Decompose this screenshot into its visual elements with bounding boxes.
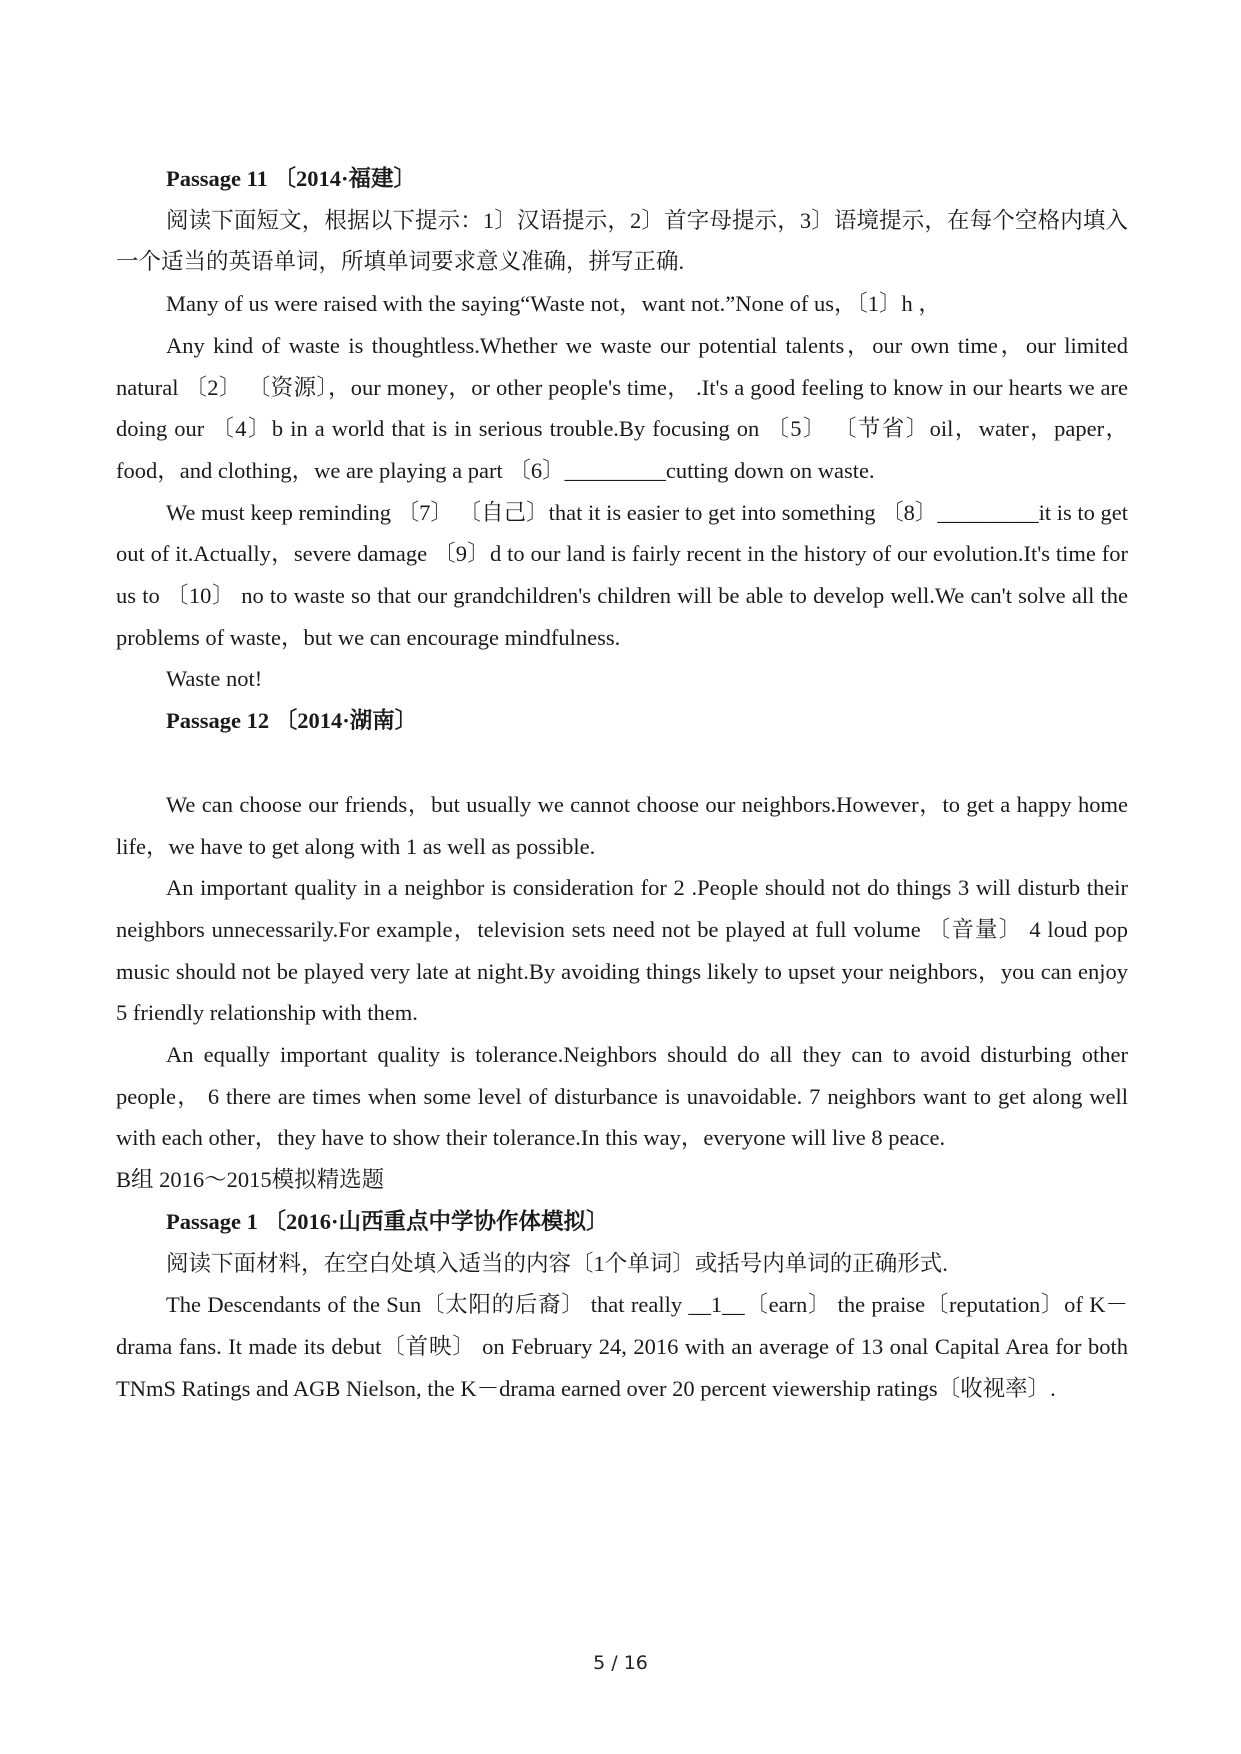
passage-12-paragraph: An important quality in a neighbor is consideration for 2 .People should not do things 3 will disturb their neighbors unnecessarily.For example，television sets need not be played at full volume 〔音量〕 4 loud pop music should not be played very late at night.By avoiding things likely to upset your neighbors，you can enjoy 5 friendly relationship with them. — [116, 875, 1128, 1026]
passage-12-paragraph: An equally important quality is tolerance.Neighbors should do all they can to avoid disturbing other people， 6 there are times when some level of disturbance is unavoidable. 7 neighbors want to get along well with each other，they have to show their tolerance.In this way，everyone will live 8 peace. — [116, 1042, 1128, 1151]
passage-12-paragraph: We can choose our friends，but usually we cannot choose our neighbors.However，to get a happy home life，we have to get along with 1 as well as possible. — [116, 791, 1128, 859]
passage-11-paragraph: We must keep reminding 〔7〕 〔自己〕that it is easier to get into something 〔8〕_________it is to get out of it.Actually，severe damage 〔9〕d to our land is fairly recent in the history of our evolution.It's time for us to 〔10〕 no to waste so that our grandchildren's children will be able to develop well.We can't solve all the problems of waste，but we can encourage mindfulness. — [116, 499, 1128, 650]
passage-11-heading: Passage 11 〔2014·福建〕 — [166, 166, 417, 191]
passage-11-instruction: 阅读下面短文，根据以下提示：1〕汉语提示，2〕首字母提示，3〕语境提示，在每个空格内填入一个适当的英语单词，所填单词要求意义准确，拼写正确. — [116, 207, 1128, 275]
page-number: 5 / 16 — [593, 1652, 648, 1674]
passage-1-paragraph: The Descendants of the Sun〔太阳的后裔〕 that really __1__〔earn〕 the praise〔reputation〕of K－drama fans. It made its debut〔首映〕 on February 24, 2016 with an average of 13 onal Capital Area for both TNmS Ratings and AGB Nielson, the K－drama earned over 20 percent viewership ratings〔收视率〕. — [116, 1292, 1128, 1401]
passage-1-heading: Passage 1 〔2016·山西重点中学协作体模拟〕 — [166, 1208, 609, 1234]
page-content — [116, 158, 1128, 1409]
passage-11-paragraph: Waste not! — [166, 666, 263, 692]
passage-11-paragraph: Many of us were raised with the saying“Waste not，want not.”None of us，〔1〕h ， — [166, 291, 941, 317]
blank-line — [116, 742, 1128, 784]
section-b-title: B组 2016～2015模拟精选题 — [116, 1167, 385, 1193]
passage-12-heading: Passage 12 〔2014·湖南〕 — [166, 708, 418, 734]
passage-11-paragraph: Any kind of waste is thoughtless.Whether we waste our potential talents，our own time，our limited natural 〔2〕 〔资源〕，our money，or other people's time， .It's a good feeling to know in our hearts we are doing our 〔4〕b in a world that is in serious trouble.By focusing on 〔5〕 〔节省〕oil，water，paper，food，and clothing，we are playing a part 〔6〕_________cutting down on waste. — [116, 332, 1128, 483]
passage-1-instruction: 阅读下面材料，在空白处填入适当的内容〔1个单词〕或括号内单词的正确形式. — [166, 1250, 948, 1276]
